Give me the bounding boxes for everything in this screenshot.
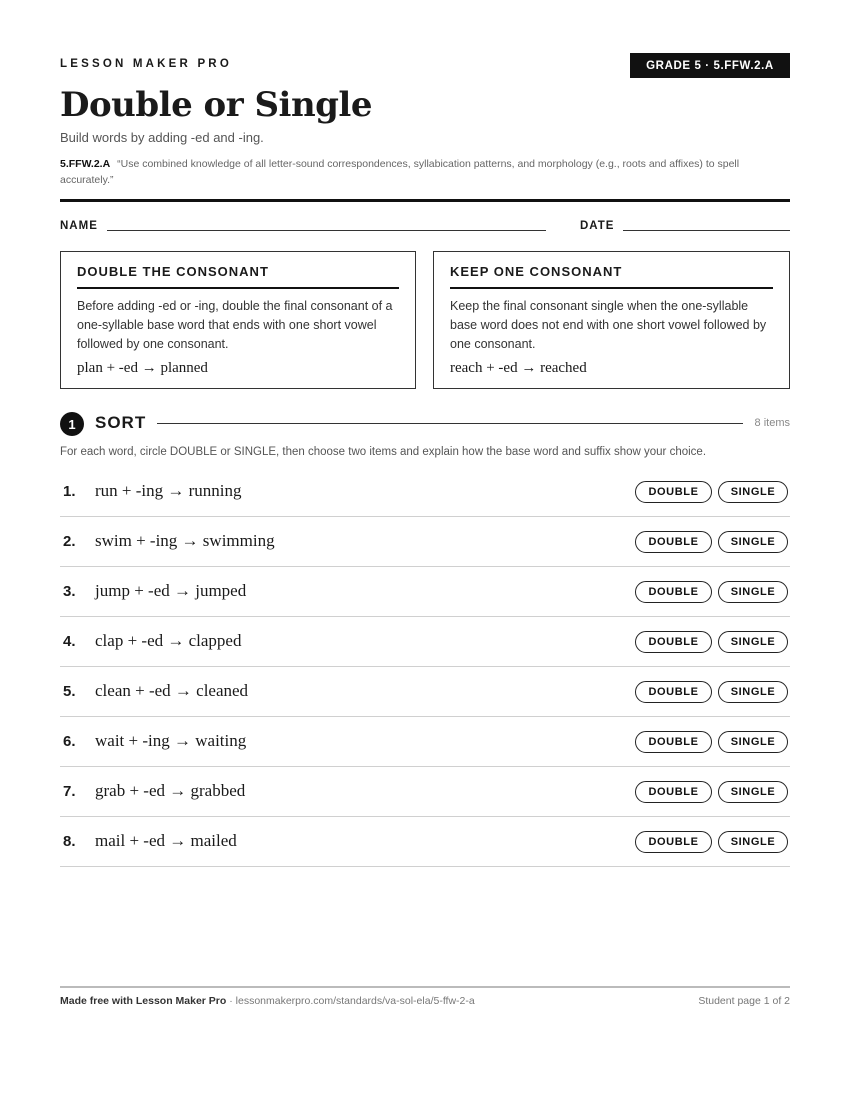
item-count: 8 items (754, 417, 790, 429)
item-word: swim + -ing → swimming (95, 531, 275, 550)
section-title: SORT (95, 413, 147, 432)
page-title: Double or Single (60, 85, 372, 125)
date-field[interactable] (623, 230, 790, 231)
item-word: wait + -ing → waiting (95, 731, 247, 750)
double-choice-button[interactable]: DOUBLE (635, 481, 712, 503)
name-field[interactable] (107, 230, 546, 231)
standard-code: 5.FFW.2.A (60, 158, 111, 170)
item-word: clap + -ed → clapped (95, 631, 242, 650)
grade-badge: GRADE 5 · 5.FFW.2.A (630, 53, 790, 78)
header-divider (60, 199, 790, 202)
rule-card-double (60, 251, 416, 389)
name-date-row (60, 219, 790, 233)
item-number: 4. (63, 633, 76, 650)
section-instructions: For each word, circle DOUBLE or SINGLE, then choose two items and explain how the base word and suffix show your choice. (60, 446, 707, 458)
item-word: mail + -ed → mailed (95, 831, 237, 850)
page-subtitle: Build words by adding -ed and -ing. (60, 130, 264, 145)
section-header-sort (60, 412, 790, 436)
list-item (60, 817, 790, 867)
single-choice-button[interactable]: SINGLE (718, 531, 788, 553)
item-number: 2. (63, 533, 76, 550)
standard-text: “Use combined knowledge of all letter-sound correspondences, syllabication patterns, and morphology (e.g., roots and affixes) to spell accurately.” (60, 158, 740, 186)
item-number: 5. (63, 683, 76, 700)
list-item (60, 567, 790, 617)
single-choice-button[interactable]: SINGLE (718, 581, 788, 603)
footer-divider (60, 986, 790, 988)
single-choice-button[interactable]: SINGLE (718, 731, 788, 753)
single-choice-button[interactable]: SINGLE (718, 481, 788, 503)
footer-made-with: Made free with Lesson Maker Pro (60, 995, 227, 1007)
section-divider (157, 423, 743, 424)
footer-page-info: Student page 1 of 2 (698, 995, 790, 1007)
item-number: 1. (63, 483, 76, 500)
item-word: jump + -ed → jumped (95, 581, 247, 600)
rule-text: Keep the final consonant single when the one-syllable base word does not end with one short vowel followed by one consonant. (450, 299, 767, 351)
rule-example: plan + -ed → planned (77, 360, 208, 376)
footer-credit (60, 995, 475, 1007)
brand-name: LESSON MAKER PRO (60, 58, 232, 70)
rule-example: reach + -ed → reached (450, 360, 587, 376)
single-choice-button[interactable]: SINGLE (718, 781, 788, 803)
section-number-badge: 1 (60, 412, 84, 436)
list-item (60, 467, 790, 517)
footer-url: · lessonmakerpro.com/standards/va-sol-ela/5-ffw-2-a (229, 995, 475, 1007)
standard-description (60, 156, 790, 188)
list-item (60, 517, 790, 567)
double-choice-button[interactable]: DOUBLE (635, 581, 712, 603)
item-list (60, 467, 790, 867)
item-number: 6. (63, 733, 76, 750)
list-item (60, 767, 790, 817)
rule-heading: DOUBLE THE CONSONANT (77, 264, 399, 289)
list-item (60, 717, 790, 767)
item-word: grab + -ed → grabbed (95, 781, 246, 800)
item-word: clean + -ed → cleaned (95, 681, 249, 700)
rule-card-single (433, 251, 790, 389)
double-choice-button[interactable]: DOUBLE (635, 731, 712, 753)
date-label: DATE (580, 220, 615, 232)
item-word: run + -ing → running (95, 481, 242, 500)
double-choice-button[interactable]: DOUBLE (635, 631, 712, 653)
item-number: 7. (63, 783, 76, 800)
single-choice-button[interactable]: SINGLE (718, 831, 788, 853)
single-choice-button[interactable]: SINGLE (718, 681, 788, 703)
rule-heading: KEEP ONE CONSONANT (450, 264, 773, 289)
double-choice-button[interactable]: DOUBLE (635, 531, 712, 553)
double-choice-button[interactable]: DOUBLE (635, 781, 712, 803)
item-number: 3. (63, 583, 76, 600)
single-choice-button[interactable]: SINGLE (718, 631, 788, 653)
double-choice-button[interactable]: DOUBLE (635, 831, 712, 853)
name-label: NAME (60, 220, 98, 232)
double-choice-button[interactable]: DOUBLE (635, 681, 712, 703)
list-item (60, 617, 790, 667)
list-item (60, 667, 790, 717)
item-number: 8. (63, 833, 76, 850)
rule-text: Before adding -ed or -ing, double the final consonant of a one-syllable base word that ends with one short vowel followed by one consonant. (77, 299, 393, 351)
